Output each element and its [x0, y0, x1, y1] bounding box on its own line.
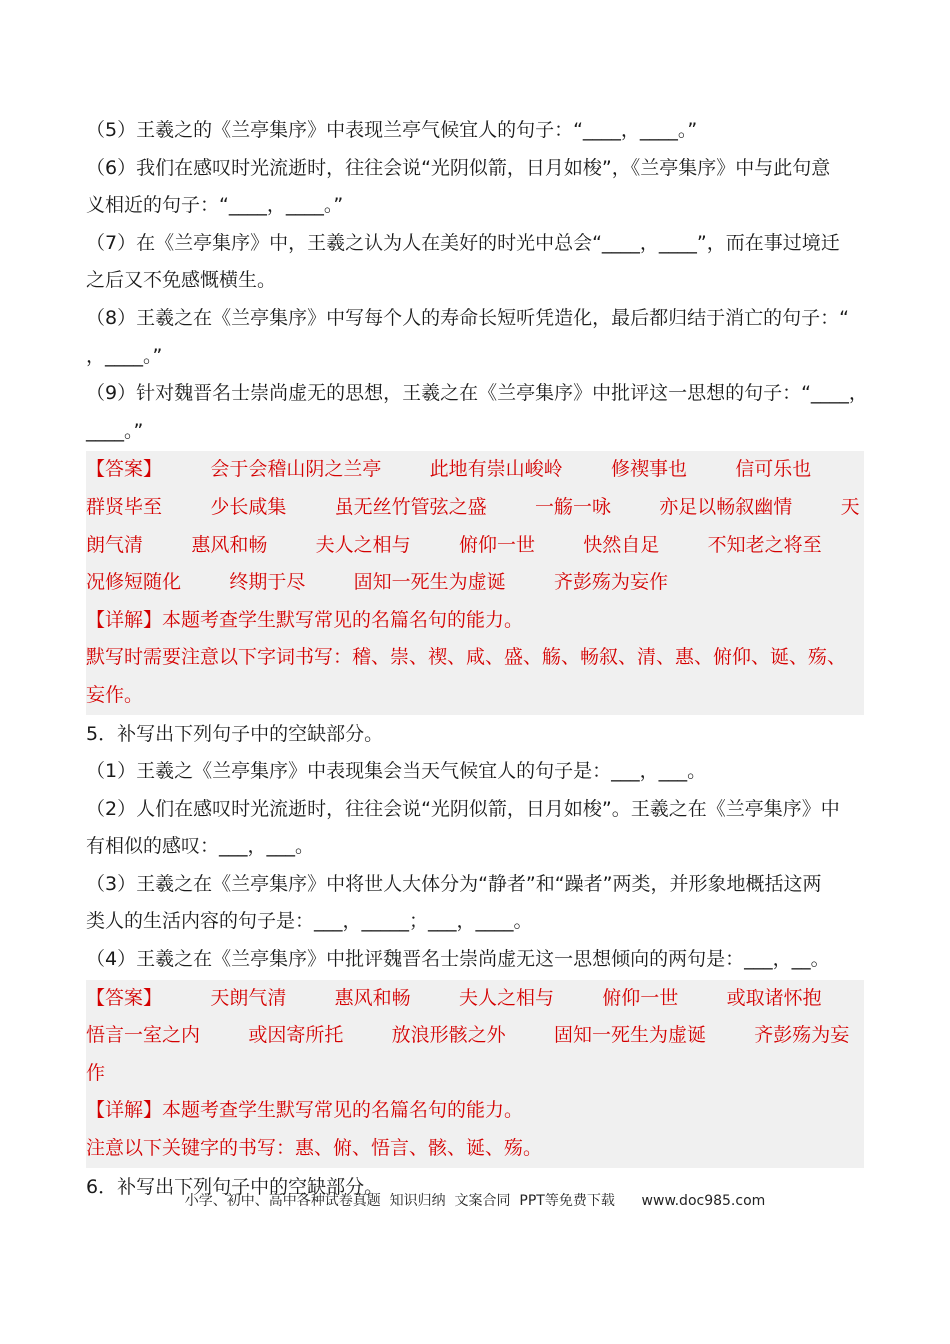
question-line: （8）王羲之在《兰亭集序》中写每个人的寿命长短听凭造化，最后都归结于消亡的句子：“: [86, 306, 849, 329]
answer-line: 况修短随化 终期于尽 固知一死生为虚诞 齐彭殇为妄作: [86, 571, 668, 594]
answer-line: 【答案】 天朗气清 惠风和畅 夫人之相与 俯仰一世 或取诸怀抱: [86, 986, 822, 1009]
question-line: （7）在《兰亭集序》中，王羲之认为人在美好的时光中总会“____，____”，而在事过境迁: [86, 231, 840, 254]
question-line: （3）王羲之在《兰亭集序》中将世人大体分为“静者”和“躁者”两类，并形象地概括这两: [86, 872, 822, 895]
question-title: 5．补写出下列句子中的空缺部分。: [86, 722, 384, 745]
answer-line: 群贤毕至 少长咸集 虽无丝竹管弦之盛 一觞一咏 亦足以畅叙幽情 天: [86, 495, 860, 518]
answer-line: 作: [86, 1061, 106, 1084]
question-line: 有相似的感叹：___，___。: [86, 835, 315, 858]
question-6-title: 6．补写出下列句子中的空缺部分。: [86, 1175, 384, 1198]
question-line: ，____。”: [86, 344, 163, 367]
question-line: 义相近的句子：“____，____。”: [86, 194, 344, 217]
question-line: ____。”: [86, 419, 144, 442]
explanation-line: 默写时需要注意以下字词书写：稽、崇、禊、咸、盛、觞、畅叙、清、惠、俯仰、诞、殇、: [86, 646, 847, 669]
answer-line: 悟言一室之内 或因寄所托 放浪形骸之外 固知一死生为虚诞 齐彭殇为妄: [86, 1024, 850, 1047]
question-4-items: [86, 112, 868, 450]
question-line: （1）王羲之《兰亭集序》中表现集会当天气候宜人的句子是：___，___。: [86, 760, 707, 783]
question-line: 之后又不免感慨横生。: [86, 269, 277, 292]
question-line: （9）针对魏晋名士崇尚虚无的思想，王羲之在《兰亭集序》中批评这一思想的句子：“____，: [86, 382, 868, 405]
question-5-items: [86, 716, 864, 979]
explanation-line: 妄作。: [86, 683, 144, 706]
explanation-line: 【详解】本题考查学生默写常见的名篇名句的能力。: [86, 1099, 524, 1122]
page-content: [86, 112, 868, 1206]
answer-line: 朗气清 惠风和畅 夫人之相与 俯仰一世 快然自足 不知老之将至: [86, 533, 822, 556]
question-line: （2）人们在感叹时光流逝时，往往会说“光阴似箭，日月如梭”。王羲之在《兰亭集序》中: [86, 797, 840, 820]
question-line: （5）王羲之的《兰亭集序》中表现兰亭气候宜人的句子：“____，____。”: [86, 119, 698, 141]
page-footer: 小学、初中、高中各种试卷真题 知识归纳 文案合同 PPT等免费下载 www.doc985.com: [184, 1193, 766, 1209]
question-line: 类人的生活内容的句子是：___，_____；___，____。: [86, 910, 533, 933]
question-line: （6）我们在感叹时光流逝时，往往会说“光阴似箭，日月如梭”，《兰亭集序》中与此句意: [86, 156, 831, 179]
answer-block-1: [86, 451, 864, 714]
question-line: （4）王羲之在《兰亭集序》中批评魏晋名士崇尚虚无这一思想倾向的两句是：___，__。: [86, 948, 830, 971]
answer-block-2: [86, 980, 864, 1168]
explanation-line: 【详解】本题考查学生默写常见的名篇名句的能力。: [86, 608, 524, 631]
answer-line: 【答案】 会于会稽山阴之兰亭 此地有崇山峻岭 修禊事也 信可乐也: [86, 458, 812, 481]
explanation-line: 注意以下关键字的书写：惠、俯、悟言、骸、诞、殇。: [86, 1137, 543, 1160]
